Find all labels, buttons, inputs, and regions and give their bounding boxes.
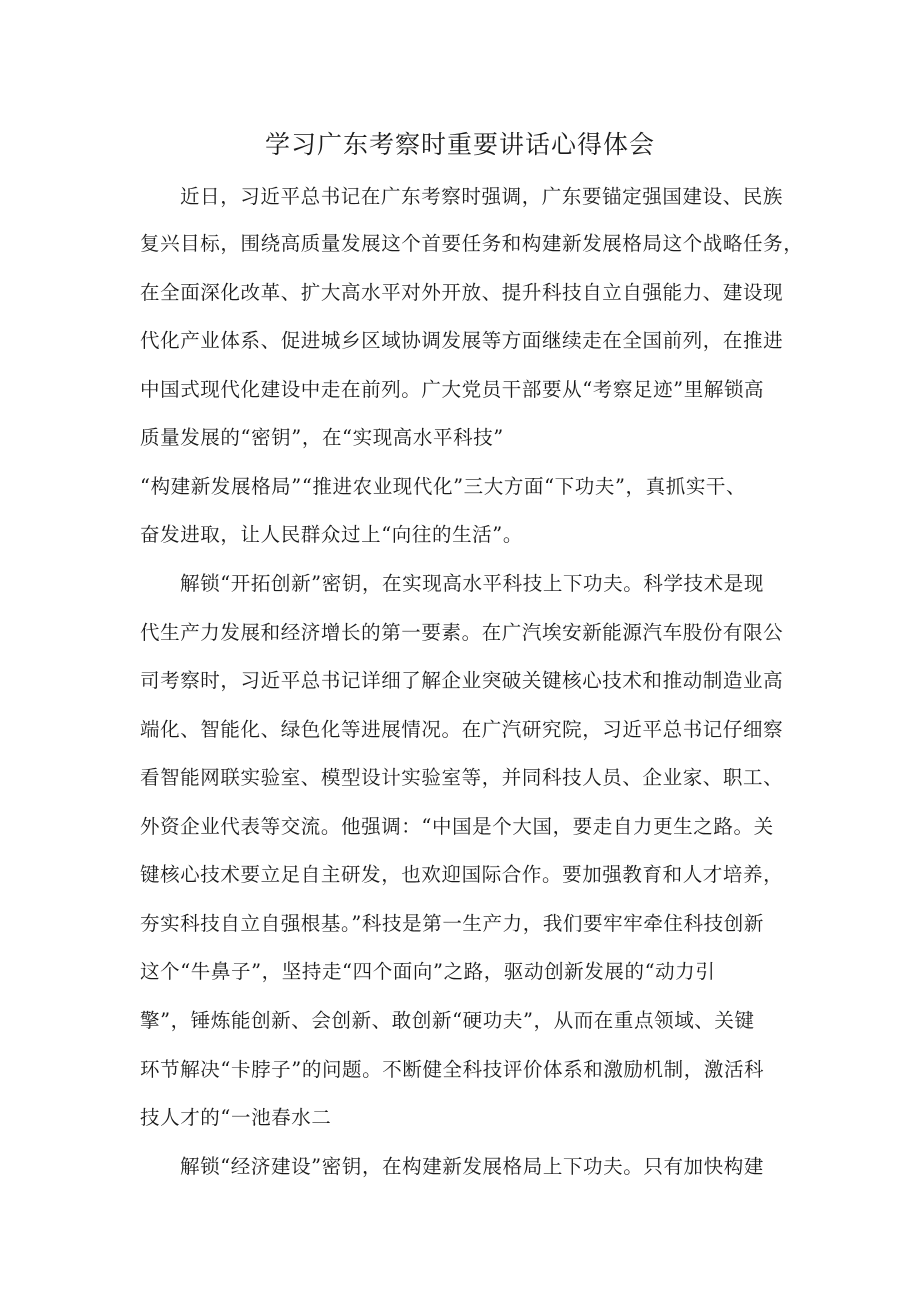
paragraph-line: 技人才的“一池春水二 <box>140 1106 332 1129</box>
paragraph-line: 键核心技术要立足自主研发，也欢迎国际合作。要加强教育和人才培养， <box>140 863 784 886</box>
paragraph-line: 代化产业体系、促进城乡区域协调发展等方面继续走在全国前列，在推进 <box>140 329 784 352</box>
paragraph-line: 端化、智能化、绿色化等进展情况。在广汽研究院，习近平总书记仔细察 <box>140 718 784 741</box>
paragraph-line: 解锁“开拓创新”密钥，在实现高水平科技上下功夫。科学技术是现 <box>180 572 764 595</box>
paragraph-line: 看智能网联实验室、模型设计实验室等，并同科技人员、企业家、职工、 <box>140 766 784 789</box>
paragraph-line: 在全面深化改革、扩大高水平对外开放、提升科技自立自强能力、建设现 <box>140 281 784 304</box>
paragraph-line: 擎”，锤炼能创新、会创新、敢创新“硬功夫”，从而在重点领域、关键 <box>140 1009 755 1032</box>
paragraph-line: 解锁“经济建设”密钥，在构建新发展格局上下功夫。只有加快构建 <box>180 1155 764 1178</box>
document-title: 学习广东考察时重要讲话心得体会 <box>264 130 655 159</box>
paragraph-line: 代生产力发展和经济增长的第一要素。在广汽埃安新能源汽车股份有限公 <box>140 621 784 644</box>
paragraph-line: 质量发展的“密钥”，在“实现高水平科技” <box>140 426 504 449</box>
paragraph-line: 外资企业代表等交流。他强调：“中国是个大国，要走自力更生之路。关 <box>140 815 774 838</box>
paragraph-line: 司考察时，习近平总书记详细了解企业突破关键核心技术和推动制造业高 <box>140 669 784 692</box>
paragraph-line: 这个“牛鼻子”，坚持走“四个面向”之路，驱动创新发展的“动力引 <box>140 960 716 983</box>
paragraph-line: 中国式现代化建设中走在前列。广大党员干部要从“考察足迹”里解锁高 <box>140 378 765 401</box>
paragraph-line: 环节解决“卡脖子”的问题。不断健全科技评价体系和激励机制，激活科 <box>140 1058 765 1081</box>
paragraph-line: “构建新发展格局”“推进农业现代化”三大方面“下功夫”，真抓实干、 <box>140 475 747 498</box>
paragraph-line: 奋发进取，让人民群众过上“向往的生活”。 <box>140 523 523 546</box>
paragraph-line: 近日，习近平总书记在广东考察时强调，广东要锚定强国建设、民族 <box>180 185 784 208</box>
paragraph-line: 复兴目标，围绕高质量发展这个首要任务和构建新发展格局这个战略任务， <box>140 232 804 255</box>
paragraph-line: 夯实科技自立自强根基。”科技是第一生产力，我们要牢牢牵住科技创新 <box>140 912 764 935</box>
